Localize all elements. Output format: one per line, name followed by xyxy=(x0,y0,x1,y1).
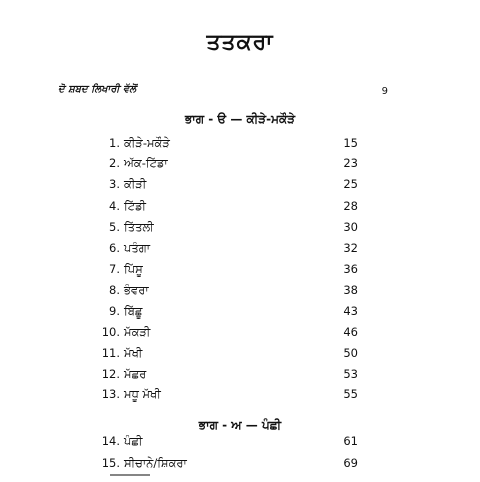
toc-entry xyxy=(58,259,358,279)
entry-label: ਬਿੱਛੂ xyxy=(124,304,143,318)
entry-number: 15. xyxy=(101,456,120,470)
entry-label: ਅੱਕ-ਟਿੱਡਾ xyxy=(124,156,168,170)
entry-number: 13. xyxy=(101,387,120,401)
entry-label: ਭੰਵਰਾ xyxy=(124,283,149,297)
toc-entry xyxy=(58,322,358,342)
entry-number: 2. xyxy=(109,156,120,170)
entry-page: 46 xyxy=(343,325,358,339)
entry-label: ਤਿੱਤਲੀ xyxy=(124,220,154,234)
entry-page: 38 xyxy=(343,283,358,297)
entry-page: 50 xyxy=(343,346,358,360)
entry-page: 30 xyxy=(343,220,358,234)
entry-label: ਮੱਕੜੀ xyxy=(124,325,151,339)
entry-page: 69 xyxy=(343,456,358,470)
entry-label: ਟਿੱਡੀ xyxy=(124,199,147,213)
entry-number: 8. xyxy=(109,283,120,297)
toc-entry xyxy=(58,153,358,173)
toc-entry xyxy=(58,301,358,321)
entry-page: 53 xyxy=(343,367,358,381)
entry-label: ਕੀੜੀ xyxy=(124,177,147,191)
entry-page: 23 xyxy=(343,156,358,170)
cut-off-line-fragment xyxy=(110,474,150,482)
entry-label: ਪਤੰਗਾ xyxy=(124,241,151,255)
toc-entry xyxy=(58,364,358,384)
entry-number: 12. xyxy=(101,367,120,381)
entry-number: 11. xyxy=(101,346,120,360)
entry-number: 10. xyxy=(101,325,120,339)
preface-page: 9 xyxy=(381,86,388,97)
entry-number: 6. xyxy=(109,241,120,255)
entry-page: 55 xyxy=(343,387,358,401)
entry-number: 14. xyxy=(101,434,120,448)
page-title: ਤਤਕਰਾ xyxy=(206,30,274,55)
entry-label: ਮੱਛਰ xyxy=(124,367,147,381)
entry-label: ਸੀਚਾਨੇ/ਸ਼ਿਕਰਾ xyxy=(124,456,187,470)
entry-label: ਮੱਖੀ xyxy=(124,346,143,360)
entry-number: 1. xyxy=(109,136,120,150)
entry-page: 15 xyxy=(343,136,358,150)
entry-label: ਪੰਛੀ xyxy=(124,434,143,448)
entry-number: 9. xyxy=(109,304,120,318)
entry-page: 25 xyxy=(343,177,358,191)
entry-page: 28 xyxy=(343,199,358,213)
preface-entry xyxy=(58,84,388,95)
preface-label: ਦੋ ਸ਼ਬਦ ਲਿਖਾਰੀ ਵੱਲੋਂ xyxy=(58,84,136,95)
toc-entry xyxy=(58,174,358,194)
toc-entry xyxy=(58,431,358,451)
toc-entry xyxy=(58,238,358,258)
entry-page: 61 xyxy=(343,434,358,448)
toc-entry xyxy=(58,217,358,237)
entry-page: 32 xyxy=(343,241,358,255)
entry-label: ਕੀੜੇ-ਮਕੌੜੇ xyxy=(124,136,170,150)
toc-entry xyxy=(58,280,358,300)
entry-number: 5. xyxy=(109,220,120,234)
entry-label: ਮਧੂ ਮੱਖੀ xyxy=(124,387,161,401)
toc-entry xyxy=(58,133,358,153)
entry-number: 7. xyxy=(109,262,120,276)
entry-number: 3. xyxy=(109,177,120,191)
toc-entry xyxy=(58,384,358,404)
toc-entry xyxy=(58,343,358,363)
part-heading-1: ਭਾਗ - ੳ — ਕੀੜੇ-ਮਕੌੜੇ xyxy=(184,112,296,126)
entry-label: ਪਿੱਸੂ xyxy=(124,262,143,276)
entry-page: 36 xyxy=(343,262,358,276)
part-heading-2: ਭਾਗ - ਅ — ਪੰਛੀ xyxy=(198,418,282,432)
entry-page: 43 xyxy=(343,304,358,318)
toc-entry xyxy=(58,453,358,473)
entry-number: 4. xyxy=(109,199,120,213)
toc-entry xyxy=(58,196,358,216)
